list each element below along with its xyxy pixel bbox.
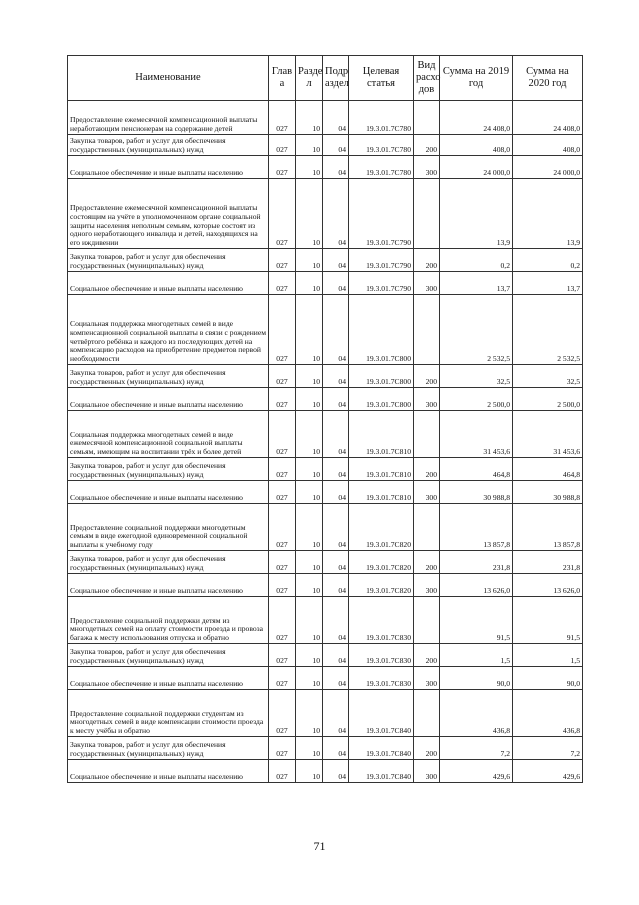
row-sum-2020: 13,9 <box>513 179 583 249</box>
row-sum-2020: 1,5 <box>513 644 583 667</box>
table-row <box>68 690 583 737</box>
row-sum-2019: 2 532,5 <box>440 295 513 365</box>
row-subsection: 04 <box>323 574 349 597</box>
row-sum-2019: 1,5 <box>440 644 513 667</box>
row-subsection: 04 <box>323 365 349 388</box>
row-name: Социальное обеспечение и иные выплаты населению <box>68 481 269 504</box>
row-section: 10 <box>296 156 323 179</box>
header-chapter: Глав а <box>269 56 296 101</box>
row-sum-2020: 91,5 <box>513 597 583 644</box>
row-target: 19.3.01.7С780 <box>349 135 414 156</box>
row-section: 10 <box>296 597 323 644</box>
row-name: Социальное обеспечение и иные выплаты населению <box>68 667 269 690</box>
row-subsection: 04 <box>323 411 349 458</box>
row-name: Социальная поддержка многодетных семей в виде компенсационной социальной выплаты в связи с рождением четвёртого ребёнка и каждого из последующих детей на компенсацию расходов на приобретение предметов первой необходимости <box>68 295 269 365</box>
row-name: Закупка товаров, работ и услуг для обеспечения государственных (муниципальных) нужд <box>68 249 269 272</box>
row-sum-2020: 32,5 <box>513 365 583 388</box>
row-name: Социальное обеспечение и иные выплаты населению <box>68 272 269 295</box>
row-name: Социальное обеспечение и иные выплаты населению <box>68 156 269 179</box>
row-sum-2019: 231,8 <box>440 551 513 574</box>
row-expense-type <box>414 101 440 135</box>
row-name: Социальное обеспечение и иные выплаты населению <box>68 574 269 597</box>
row-sum-2020: 429,6 <box>513 760 583 783</box>
row-sum-2019: 13 626,0 <box>440 574 513 597</box>
row-target: 19.3.01.7С790 <box>349 179 414 249</box>
header-name: Наименование <box>68 56 269 101</box>
row-sum-2019: 13,9 <box>440 179 513 249</box>
row-chapter: 027 <box>269 481 296 504</box>
row-sum-2020: 2 532,5 <box>513 295 583 365</box>
row-target: 19.3.01.7С820 <box>349 504 414 551</box>
row-chapter: 027 <box>269 597 296 644</box>
row-name: Предоставление ежемесячной компенсационной выплаты состоящим на учёте в уполномоченном органе социальной защиты населения неполным семьям, которые состоят из одного неработающего инвалида и детей, находящихся на его иждивении <box>68 179 269 249</box>
row-section: 10 <box>296 249 323 272</box>
table-row <box>68 365 583 388</box>
row-target: 19.3.01.7С790 <box>349 249 414 272</box>
row-chapter: 027 <box>269 388 296 411</box>
row-chapter: 027 <box>269 760 296 783</box>
row-expense-type: 300 <box>414 760 440 783</box>
row-sum-2020: 13 857,8 <box>513 504 583 551</box>
row-sum-2020: 436,8 <box>513 690 583 737</box>
row-name: Закупка товаров, работ и услуг для обеспечения государственных (муниципальных) нужд <box>68 644 269 667</box>
row-sum-2019: 31 453,6 <box>440 411 513 458</box>
row-target: 19.3.01.7С810 <box>349 481 414 504</box>
page-number: 71 <box>313 839 326 853</box>
row-expense-type: 200 <box>414 365 440 388</box>
row-expense-type <box>414 690 440 737</box>
row-target: 19.3.01.7С780 <box>349 156 414 179</box>
row-section: 10 <box>296 365 323 388</box>
row-target: 19.3.01.7С800 <box>349 388 414 411</box>
row-sum-2020: 13 626,0 <box>513 574 583 597</box>
row-subsection: 04 <box>323 101 349 135</box>
row-sum-2019: 436,8 <box>440 690 513 737</box>
row-subsection: 04 <box>323 481 349 504</box>
row-section: 10 <box>296 135 323 156</box>
table-row <box>68 135 583 156</box>
row-name: Предоставление ежемесячной компенсационной выплаты неработающим пенсионерам на содержание детей <box>68 101 269 135</box>
header-sum-2019: Сумма на 2019 год <box>440 56 513 101</box>
table-row <box>68 644 583 667</box>
row-section: 10 <box>296 690 323 737</box>
row-chapter: 027 <box>269 667 296 690</box>
row-sum-2019: 13,7 <box>440 272 513 295</box>
row-expense-type: 300 <box>414 667 440 690</box>
row-chapter: 027 <box>269 135 296 156</box>
row-expense-type: 200 <box>414 249 440 272</box>
table-row <box>68 597 583 644</box>
row-chapter: 027 <box>269 690 296 737</box>
table-body <box>68 101 583 783</box>
row-subsection: 04 <box>323 667 349 690</box>
row-chapter: 027 <box>269 504 296 551</box>
row-section: 10 <box>296 272 323 295</box>
header-section: Разде л <box>296 56 323 101</box>
row-sum-2019: 408,0 <box>440 135 513 156</box>
row-expense-type: 200 <box>414 644 440 667</box>
row-subsection: 04 <box>323 458 349 481</box>
row-chapter: 027 <box>269 365 296 388</box>
row-section: 10 <box>296 551 323 574</box>
row-expense-type <box>414 179 440 249</box>
row-section: 10 <box>296 504 323 551</box>
row-name: Социальное обеспечение и иные выплаты населению <box>68 388 269 411</box>
row-sum-2019: 464,8 <box>440 458 513 481</box>
table-row <box>68 295 583 365</box>
row-subsection: 04 <box>323 179 349 249</box>
row-chapter: 027 <box>269 551 296 574</box>
header-sum-2020: Сумма на 2020 год <box>513 56 583 101</box>
row-sum-2020: 24 000,0 <box>513 156 583 179</box>
row-subsection: 04 <box>323 644 349 667</box>
row-subsection: 04 <box>323 760 349 783</box>
row-expense-type <box>414 295 440 365</box>
row-sum-2020: 7,2 <box>513 737 583 760</box>
table-row <box>68 760 583 783</box>
row-sum-2020: 30 988,8 <box>513 481 583 504</box>
row-sum-2019: 24 408,0 <box>440 101 513 135</box>
row-sum-2020: 24 408,0 <box>513 101 583 135</box>
row-expense-type: 200 <box>414 458 440 481</box>
table-row <box>68 667 583 690</box>
row-expense-type: 200 <box>414 551 440 574</box>
row-target: 19.3.01.7С800 <box>349 295 414 365</box>
row-subsection: 04 <box>323 156 349 179</box>
row-chapter: 027 <box>269 101 296 135</box>
table-row <box>68 551 583 574</box>
row-section: 10 <box>296 411 323 458</box>
row-subsection: 04 <box>323 135 349 156</box>
budget-table <box>67 55 583 783</box>
row-subsection: 04 <box>323 388 349 411</box>
row-chapter: 027 <box>269 458 296 481</box>
row-section: 10 <box>296 667 323 690</box>
row-sum-2019: 32,5 <box>440 365 513 388</box>
row-subsection: 04 <box>323 295 349 365</box>
row-target: 19.3.01.7С830 <box>349 667 414 690</box>
row-section: 10 <box>296 458 323 481</box>
row-sum-2020: 231,8 <box>513 551 583 574</box>
row-sum-2019: 7,2 <box>440 737 513 760</box>
row-subsection: 04 <box>323 737 349 760</box>
row-chapter: 027 <box>269 272 296 295</box>
header-expense-type: Вид расхо дов <box>414 56 440 101</box>
row-chapter: 027 <box>269 737 296 760</box>
row-name: Предоставление социальной поддержки студентам из многодетных семей в виде компенсации стоимости проезда к месту учёбы и обратно <box>68 690 269 737</box>
row-sum-2020: 464,8 <box>513 458 583 481</box>
row-subsection: 04 <box>323 551 349 574</box>
table-row <box>68 458 583 481</box>
row-chapter: 027 <box>269 295 296 365</box>
row-target: 19.3.01.7С810 <box>349 458 414 481</box>
row-section: 10 <box>296 101 323 135</box>
row-chapter: 027 <box>269 179 296 249</box>
table-row <box>68 156 583 179</box>
row-target: 19.3.01.7С840 <box>349 690 414 737</box>
table-row <box>68 504 583 551</box>
row-section: 10 <box>296 644 323 667</box>
row-sum-2020: 408,0 <box>513 135 583 156</box>
row-sum-2020: 0,2 <box>513 249 583 272</box>
row-sum-2019: 2 500,0 <box>440 388 513 411</box>
row-section: 10 <box>296 760 323 783</box>
row-target: 19.3.01.7С830 <box>349 597 414 644</box>
row-expense-type: 200 <box>414 135 440 156</box>
row-expense-type: 300 <box>414 481 440 504</box>
row-chapter: 027 <box>269 574 296 597</box>
row-sum-2019: 0,2 <box>440 249 513 272</box>
table-row <box>68 388 583 411</box>
row-chapter: 027 <box>269 411 296 458</box>
row-target: 19.3.01.7С840 <box>349 737 414 760</box>
row-section: 10 <box>296 737 323 760</box>
row-sum-2020: 31 453,6 <box>513 411 583 458</box>
row-name: Социальное обеспечение и иные выплаты населению <box>68 760 269 783</box>
row-subsection: 04 <box>323 690 349 737</box>
table-row <box>68 101 583 135</box>
row-name: Социальная поддержка многодетных семей в виде ежемесячной компенсационной социальной выплаты семьям, имеющим на воспитании трёх и более детей <box>68 411 269 458</box>
table-row <box>68 574 583 597</box>
row-section: 10 <box>296 179 323 249</box>
header-target: Целевая статья <box>349 56 414 101</box>
row-expense-type: 200 <box>414 737 440 760</box>
row-sum-2019: 91,5 <box>440 597 513 644</box>
row-target: 19.3.01.7С820 <box>349 551 414 574</box>
row-subsection: 04 <box>323 504 349 551</box>
row-name: Закупка товаров, работ и услуг для обеспечения государственных (муниципальных) нужд <box>68 135 269 156</box>
table-row <box>68 737 583 760</box>
row-target: 19.3.01.7С820 <box>349 574 414 597</box>
row-chapter: 027 <box>269 249 296 272</box>
row-section: 10 <box>296 481 323 504</box>
row-subsection: 04 <box>323 272 349 295</box>
row-expense-type: 300 <box>414 574 440 597</box>
row-expense-type: 300 <box>414 272 440 295</box>
row-name: Закупка товаров, работ и услуг для обеспечения государственных (муниципальных) нужд <box>68 737 269 760</box>
row-target: 19.3.01.7С840 <box>349 760 414 783</box>
row-section: 10 <box>296 388 323 411</box>
table-header-row <box>68 56 583 101</box>
row-expense-type <box>414 504 440 551</box>
table-row <box>68 249 583 272</box>
row-name: Закупка товаров, работ и услуг для обеспечения государственных (муниципальных) нужд <box>68 365 269 388</box>
row-target: 19.3.01.7С800 <box>349 365 414 388</box>
row-chapter: 027 <box>269 644 296 667</box>
row-subsection: 04 <box>323 597 349 644</box>
row-section: 10 <box>296 574 323 597</box>
row-target: 19.3.01.7С780 <box>349 101 414 135</box>
row-name: Предоставление социальной поддержки многодетным семьям в виде ежегодной единовременной социальной выплаты к учебному году <box>68 504 269 551</box>
table-row <box>68 272 583 295</box>
row-sum-2019: 24 000,0 <box>440 156 513 179</box>
row-sum-2019: 429,6 <box>440 760 513 783</box>
row-chapter: 027 <box>269 156 296 179</box>
row-target: 19.3.01.7С830 <box>349 644 414 667</box>
row-sum-2019: 13 857,8 <box>440 504 513 551</box>
row-sum-2019: 30 988,8 <box>440 481 513 504</box>
row-name: Закупка товаров, работ и услуг для обеспечения государственных (муниципальных) нужд <box>68 458 269 481</box>
row-expense-type <box>414 411 440 458</box>
row-name: Предоставление социальной поддержки детям из многодетных семей на оплату стоимости проезда и провоза багажа к месту использования отпуска и обратно <box>68 597 269 644</box>
row-subsection: 04 <box>323 249 349 272</box>
row-name: Закупка товаров, работ и услуг для обеспечения государственных (муниципальных) нужд <box>68 551 269 574</box>
table-row <box>68 179 583 249</box>
row-sum-2019: 90,0 <box>440 667 513 690</box>
row-target: 19.3.01.7С810 <box>349 411 414 458</box>
header-subsection: Подр аздел <box>323 56 349 101</box>
row-target: 19.3.01.7С790 <box>349 272 414 295</box>
row-section: 10 <box>296 295 323 365</box>
row-sum-2020: 90,0 <box>513 667 583 690</box>
table-row <box>68 411 583 458</box>
row-sum-2020: 13,7 <box>513 272 583 295</box>
row-expense-type <box>414 597 440 644</box>
table-row <box>68 481 583 504</box>
row-expense-type: 300 <box>414 388 440 411</box>
row-expense-type: 300 <box>414 156 440 179</box>
row-sum-2020: 2 500,0 <box>513 388 583 411</box>
